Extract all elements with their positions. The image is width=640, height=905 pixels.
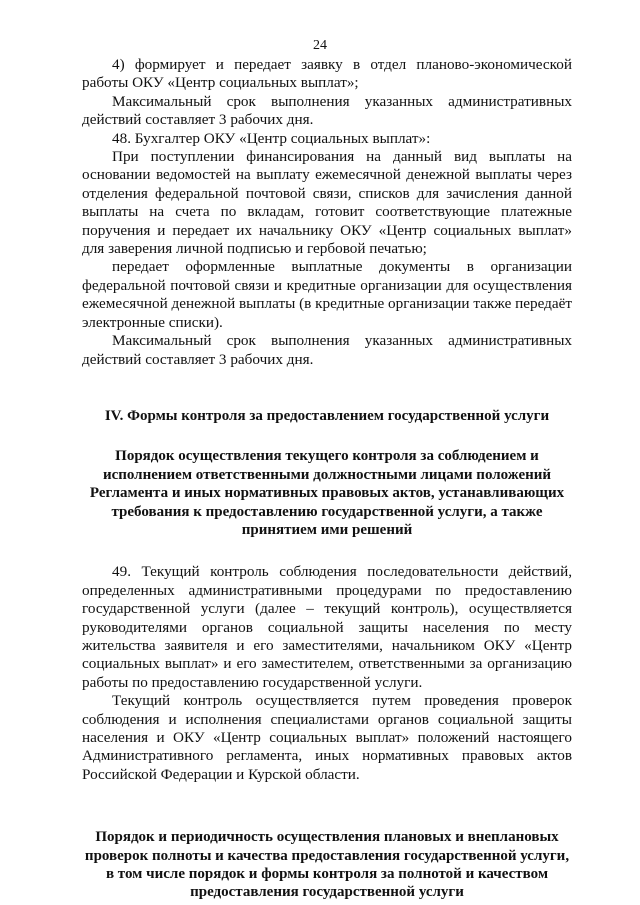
section-heading: IV. Формы контроля за предоставлением государственной услуги: [104, 407, 550, 424]
paragraph-request: 4) формирует и передает заявку в отдел планово-экономической работы ОКУ «Центр социальных выплат»;: [82, 56, 572, 92]
paragraph-49: 49. Текущий контроль соблюдения последовательности действий, определенных административными процедурами по предоставлению государственной услуги (далее – текущий контроль), осуществляется руководителями органов социальной защиты населения по месту жительства заявителя и его заместителями, начальником ОКУ «Центр социальных выплат» и его заместителем, ответственными за организацию работы по предоставлению государственной услуги.: [82, 563, 572, 691]
spacer: [82, 425, 572, 447]
subheading-inspections: Порядок и периодичность осуществления плановых и внеплановых проверок полноты и качества предоставления государственной услуги, в том числе порядок и формы контроля за полнотой и качеством предоставления государственной услуги: [84, 829, 570, 901]
paragraph-deadline-1: Максимальный срок выполнения указанных административных действий составляет 3 рабочих дня.: [82, 92, 572, 129]
page-number: 24: [313, 38, 327, 53]
paragraph-deadline-2: Максимальный срок выполнения указанных административных действий составляет 3 рабочих дня.: [82, 332, 572, 368]
paragraph-financing: При поступлении финансирования на данный вид выплаты на основании ведомостей на выплату ежемесячной денежной выплаты через отделения федеральной почтовой связи, списков для зачисления данной выплаты на счета по вкладам, готовит соответствующие платежные поручения и передает их начальнику ОКУ «Центр социальных выплат» для заверения личной подписью и гербовой печатью;: [82, 148, 572, 258]
subheading-current-control: Порядок осуществления текущего контроля за соблюдением и исполнением ответственными должностными лицами положений Регламента и иных нормативных правовых актов, устанавливающих требования к предоставлению государственной услуги, а также принятием ими решений: [89, 448, 565, 538]
spacer: [82, 784, 572, 828]
paragraph-checks: Текущий контроль осуществляется путем проведения проверок соблюдения и исполнения специалистами органов социальной защиты населения и ОКУ «Центр социальных выплат» положений настоящего Административного регламента, иных нормативных правовых актов Российской Федерации и Курской области.: [82, 692, 572, 783]
spacer: [82, 539, 572, 563]
spacer: [82, 369, 572, 407]
document-body: [82, 56, 572, 902]
paragraph-accountant: 48. Бухгалтер ОКУ «Центр социальных выплат»:: [112, 129, 431, 147]
paragraph-documents: передает оформленные выплатные документы в организации федеральной почтовой связи и кредитные организации для осуществления ежемесячной денежной выплаты (в кредитные организации также передаёт электронные списки).: [82, 258, 572, 331]
